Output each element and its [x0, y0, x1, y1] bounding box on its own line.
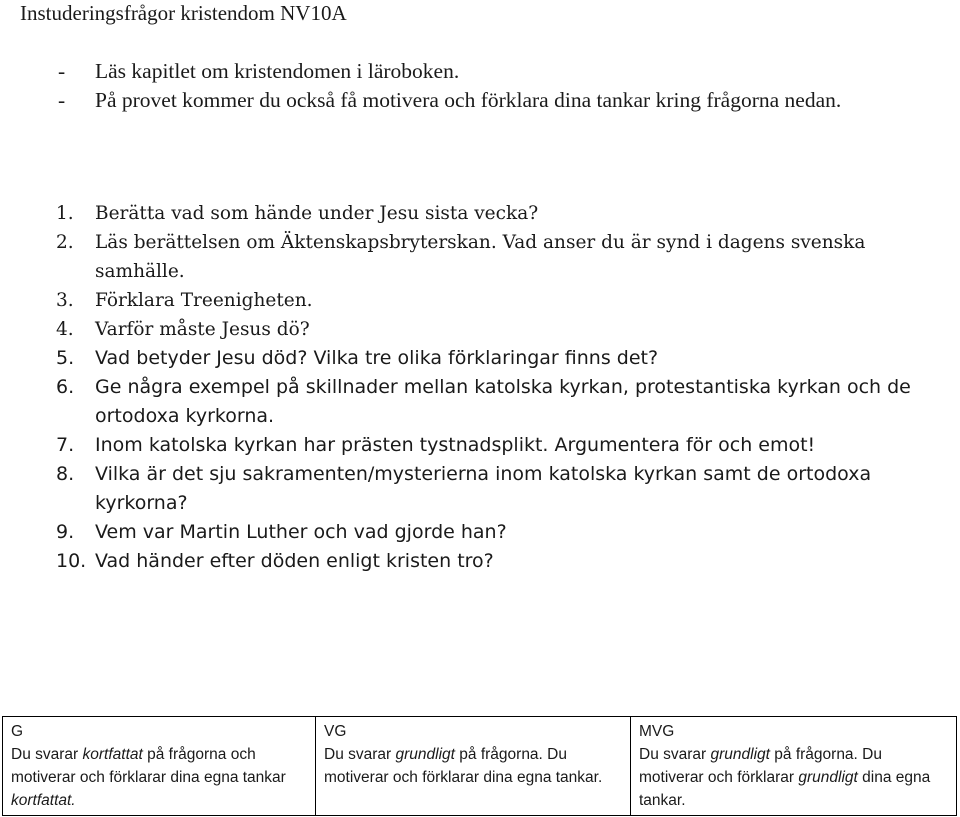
grade-emphasis: grundligt: [798, 769, 858, 786]
instruction-list: [58, 57, 948, 115]
question-number: 7.: [56, 434, 75, 456]
grade-emphasis: grundligt: [710, 746, 770, 763]
grade-label: MVG: [639, 723, 675, 740]
grade-text: på frågorna. Du motiverar och förklarar dina egna tankar.: [324, 746, 603, 786]
question-item: [56, 344, 956, 373]
question-text: Ge några exempel på skillnader mellan katolska kyrkan, protestantiska kyrkan och de ortodoxa kyrkorna.: [95, 376, 911, 427]
grade-cell-vg: [316, 717, 631, 816]
instruction-text: Läs kapitlet om kristendomen i läroboken.: [95, 59, 460, 83]
question-item: [56, 460, 956, 518]
question-item: [56, 373, 956, 431]
question-number: 3.: [56, 290, 74, 311]
question-number: 4.: [56, 319, 74, 340]
grade-label: G: [11, 723, 24, 740]
question-text: Förklara Treenigheten.: [95, 290, 313, 311]
question-number: 9.: [56, 521, 75, 543]
question-number: 1.: [56, 203, 74, 224]
question-text: Vem var Martin Luther och vad gjorde han?: [95, 521, 507, 543]
question-item: [56, 547, 956, 576]
question-text: Varför måste Jesus dö?: [95, 319, 310, 340]
question-number: 2.: [56, 232, 74, 253]
grade-label: VG: [324, 723, 347, 740]
question-number: 10.: [56, 550, 87, 572]
grade-text: på frågorna och motiverar och förklarar dina egna tankar: [11, 746, 286, 786]
grade-emphasis: grundligt: [395, 746, 455, 763]
question-text: Inom katolska kyrkan har prästen tystnadsplikt. Argumentera för och emot!: [95, 434, 816, 456]
question-text: Läs berättelsen om Äktenskapsbryterskan. Vad anser du är synd i dagens svenska samhälle.: [95, 232, 866, 282]
bullet-dash: -: [58, 88, 66, 112]
question-number: 5.: [56, 347, 75, 369]
grading-table: [2, 716, 957, 816]
grade-text: Du svarar: [639, 746, 711, 763]
question-number: 8.: [56, 463, 75, 485]
question-text: Vad händer efter döden enligt kristen tro?: [95, 550, 494, 572]
instruction-item: [58, 86, 948, 115]
grade-cell-g: [3, 717, 316, 816]
question-item: [56, 315, 956, 344]
question-item: [56, 228, 956, 286]
grade-emphasis: kortfattat: [82, 746, 143, 763]
grade-emphasis: kortfattat.: [11, 792, 76, 809]
question-list: [56, 199, 956, 576]
question-text: Vad betyder Jesu död? Vilka tre olika förklaringar finns det?: [95, 347, 659, 369]
instruction-item: [58, 57, 948, 86]
question-item: [56, 286, 956, 315]
question-item: [56, 199, 956, 228]
grade-text: Du svarar: [324, 746, 396, 763]
bullet-dash: -: [58, 59, 66, 83]
instruction-text: På provet kommer du också få motivera och förklara dina tankar kring frågorna nedan.: [95, 88, 842, 112]
grade-text: Du svarar: [11, 746, 83, 763]
grade-text: på frågorna. Du motiverar och förklarar: [639, 746, 882, 786]
document-title: Instuderingsfrågor kristendom NV10A: [20, 1, 347, 25]
question-text: Berätta vad som hände under Jesu sista vecka?: [95, 203, 539, 224]
grade-cell-mvg: [631, 717, 957, 816]
question-item: [56, 431, 956, 460]
question-number: 6.: [56, 376, 75, 398]
question-text: Vilka är det sju sakramenten/mysterierna inom katolska kyrkan samt de ortodoxa kyrkorna?: [95, 463, 872, 514]
question-item: [56, 518, 956, 547]
grade-text: dina egna tankar.: [639, 769, 931, 809]
grading-row: [3, 717, 957, 816]
